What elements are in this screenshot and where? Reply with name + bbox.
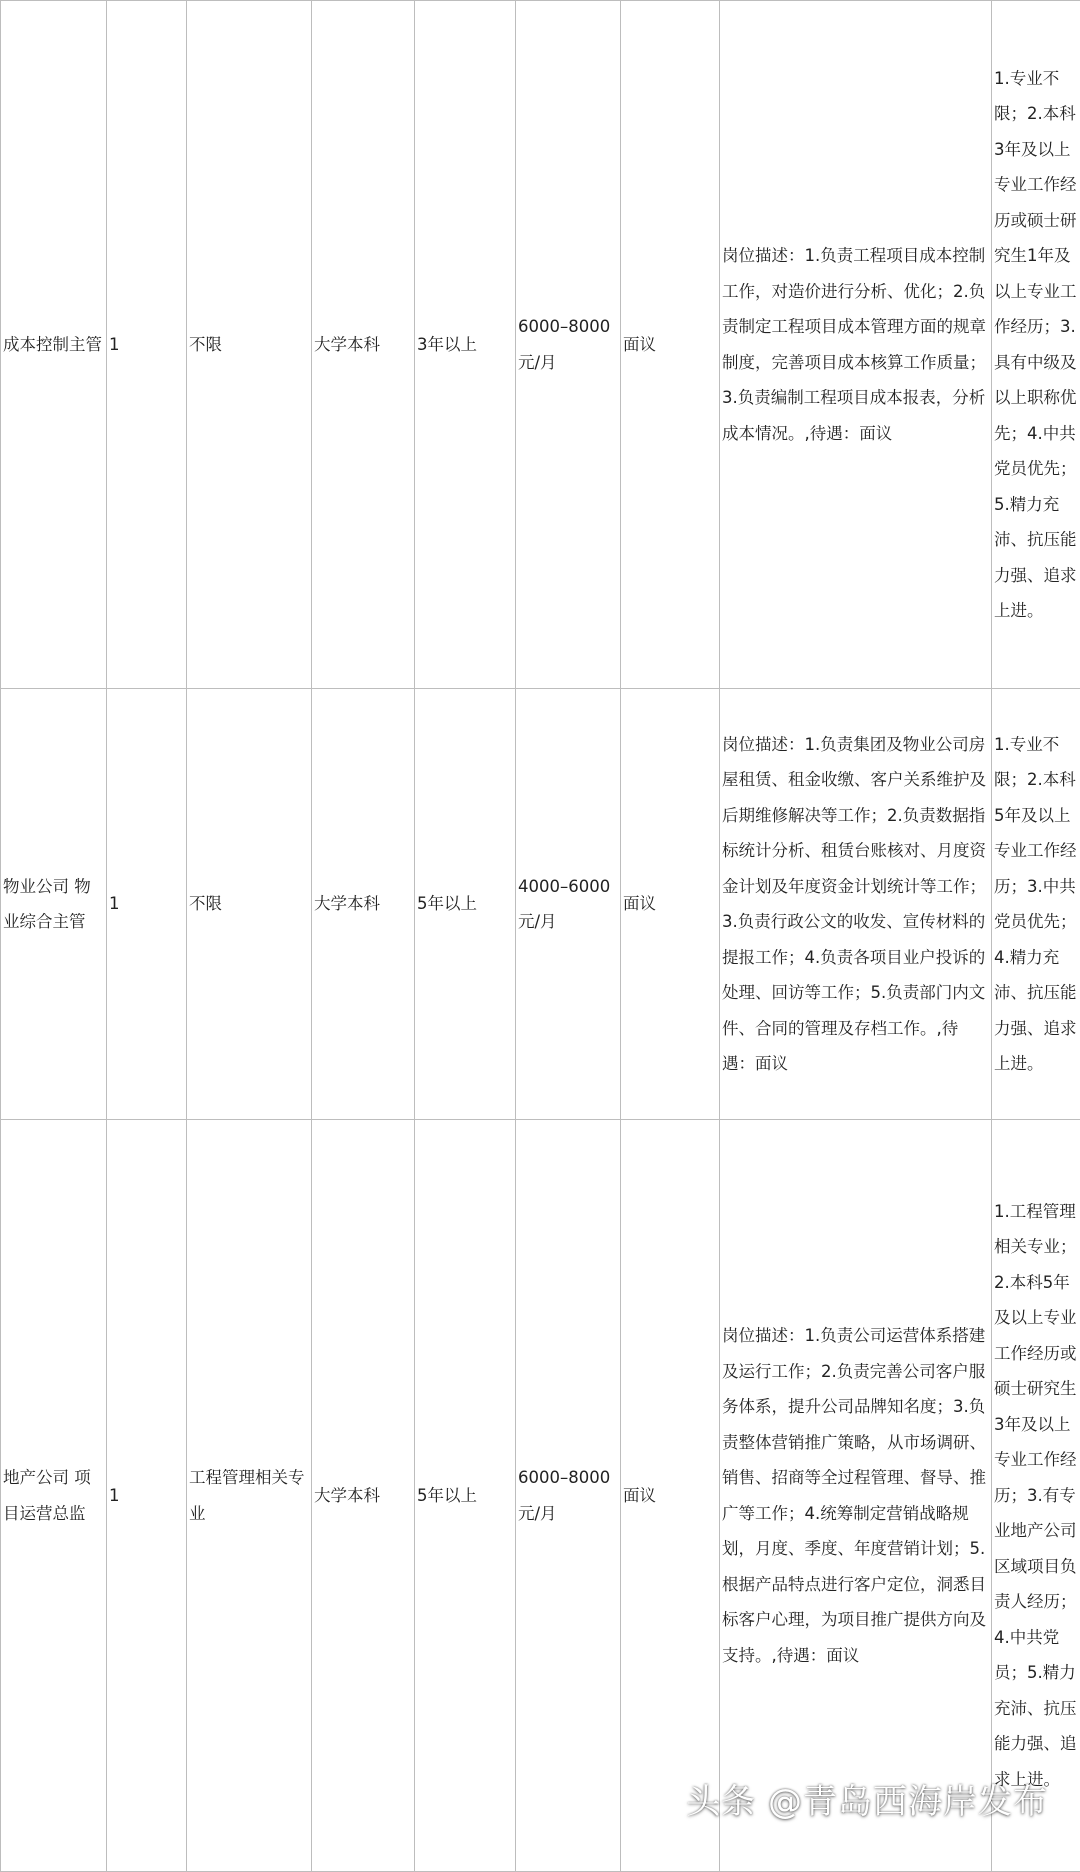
salary: 6000–8000元/月 [516,1120,621,1872]
job-requirements: 1.工程管理相关专业；2.本科5年及以上专业工作经历或硕士研究生3年及以上专业工作经历；3.有专业地产公司区域项目负责人经历；4.中共党员；5.精力充沛、抗压能力强、追求上进。 [992,1120,1080,1872]
headcount: 1 [107,1,187,689]
headcount: 1 [107,689,187,1120]
major: 不限 [187,689,312,1120]
major: 工程管理相关专业 [187,1120,312,1872]
job-title: 成本控制主管 [1,1,107,689]
job-description: 岗位描述：1.负责工程项目成本控制工作，对造价进行分析、优化；2.负责制定工程项目成本管理方面的规章制度，完善项目成本核算工作质量；3.负责编制工程项目成本报表，分析成本情况。,待遇：面议 [720,1,992,689]
experience: 5年以上 [415,689,516,1120]
salary: 6000–8000元/月 [516,1,621,689]
job-description: 岗位描述：1.负责公司运营体系搭建及运行工作；2.负责完善公司客户服务体系，提升公司品牌知名度；3.负责整体营销推广策略，从市场调研、销售、招商等全过程管理、督导、推广等工作；4.统筹制定营销战略规划，月度、季度、年度营销计划；5.根据产品特点进行客户定位，洞悉目标客户心理，为项目推广提供方向及支持。,待遇：面议 [720,1120,992,1872]
job-requirements: 1.专业不限；2.本科5年及以上专业工作经历；3.中共党员优先；4.精力充沛、抗压能力强、追求上进。 [992,689,1080,1120]
treatment: 面议 [621,1,720,689]
job-description: 岗位描述：1.负责集团及物业公司房屋租赁、租金收缴、客户关系维护及后期维修解决等工作；2.负责数据指标统计分析、租赁台账核对、月度资金计划及年度资金计划统计等工作；3.负责行政公文的收发、宣传材料的提报工作；4.负责各项目业户投诉的处理、回访等工作；5.负责部门内文件、合同的管理及存档工作。,待遇：面议 [720,689,992,1120]
experience: 5年以上 [415,1120,516,1872]
education: 大学本科 [312,1,415,689]
table-row [1,1120,1080,1872]
education: 大学本科 [312,1120,415,1872]
major: 不限 [187,1,312,689]
salary: 4000–6000元/月 [516,689,621,1120]
job-requirements: 1.专业不限；2.本科3年及以上专业工作经历或硕士研究生1年及以上专业工作经历；3.具有中级及以上职称优先；4.中共党员优先；5.精力充沛、抗压能力强、追求上进。 [992,1,1080,689]
experience: 3年以上 [415,1,516,689]
treatment: 面议 [621,689,720,1120]
job-title: 地产公司 项目运营总监 [1,1120,107,1872]
treatment: 面议 [621,1120,720,1872]
job-title: 物业公司 物业综合主管 [1,689,107,1120]
watermark: 头条 @青岛西海岸发布 [686,1774,1048,1823]
table-row [1,689,1080,1120]
table-row [1,1,1080,689]
headcount: 1 [107,1120,187,1872]
education: 大学本科 [312,689,415,1120]
